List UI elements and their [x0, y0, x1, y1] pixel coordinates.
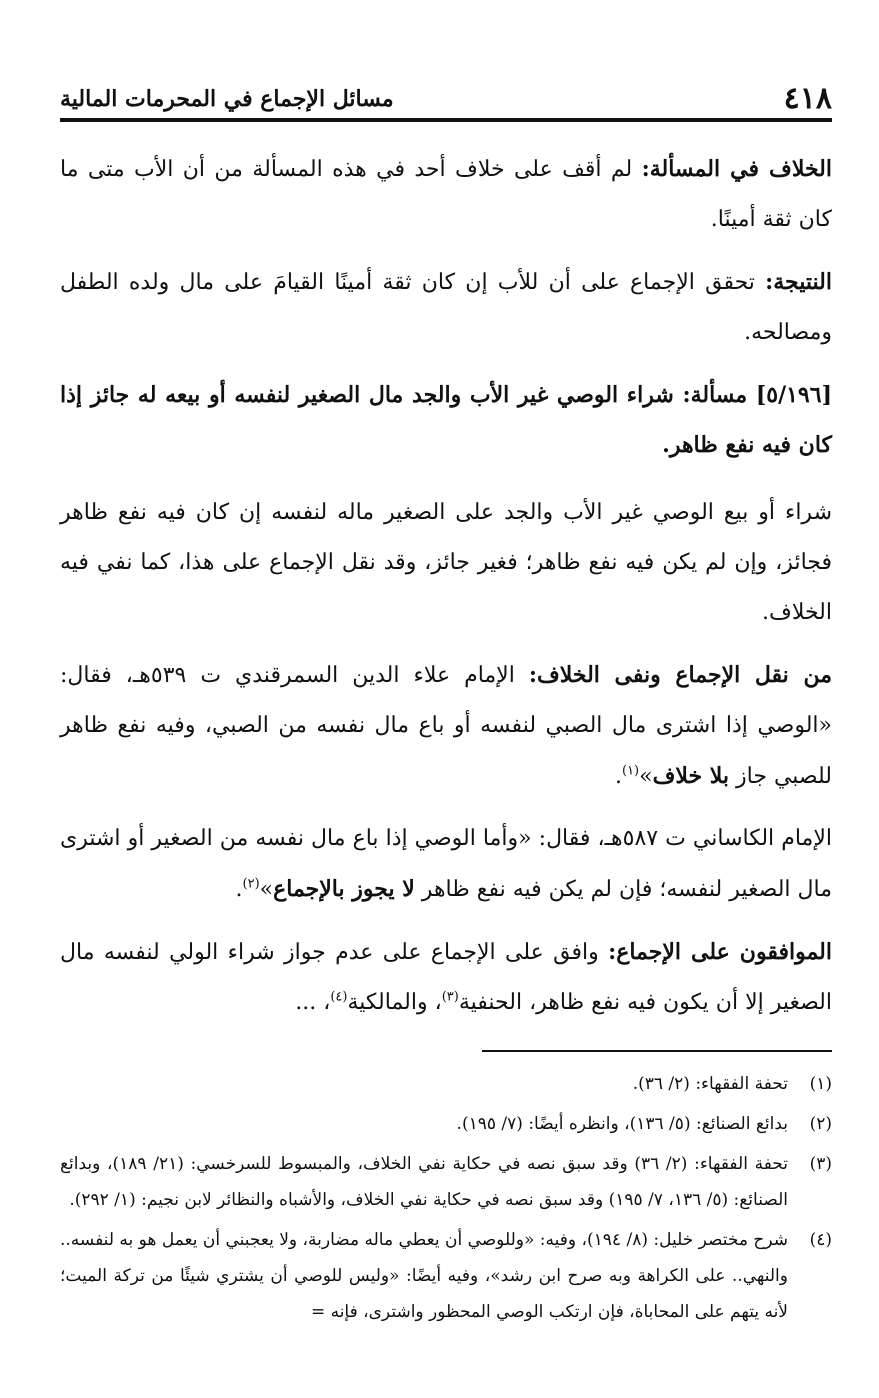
paragraph-dispute: [60, 144, 832, 245]
footnote-ref: (٢): [242, 876, 260, 892]
closing-quote: »: [259, 877, 274, 902]
paragraph-text: ، والمالكية: [347, 990, 442, 1015]
footnote-item: [60, 1222, 832, 1330]
footnote-number: (١): [809, 1074, 832, 1094]
footnote-divider: [482, 1050, 832, 1052]
paragraph-kasani: [60, 814, 832, 915]
footnote-text: بدائع الصنائع: (٥/ ١٣٦)، وانظره أيضًا: (٧/ ١٩٥).: [456, 1114, 788, 1134]
paragraph-text: ، ...: [295, 990, 331, 1015]
paragraph-consensus-transmitters: [60, 650, 832, 802]
footnote-ref: (١): [621, 763, 640, 779]
paragraph-end: .: [235, 877, 243, 902]
footnote-ref: (٣): [441, 989, 459, 1005]
paragraph-end: .: [614, 764, 622, 789]
paragraph-text: الإمام الكاساني ت ٥٨٧هـ، فقال: «وأما الوصي إذا باع مال نفسه من الصغير أو اشترى مال الصغير لنفسه؛ فإن لم يكن فيه نفع ظاهر: [60, 826, 832, 902]
paragraph-text: لم أقف على خلاف أحد في هذه المسألة من أن الأب متى ما كان ثقة أمينًا.: [60, 157, 832, 232]
paragraph-result: [60, 257, 832, 358]
footnote-item: [60, 1066, 832, 1102]
bold-phrase: لا يجوز بالإجماع: [273, 876, 415, 902]
page-header: [60, 70, 832, 122]
closing-quote: »: [639, 764, 653, 789]
footnote-text: تحفة الفقهاء: (٢/ ٣٦).: [632, 1074, 788, 1094]
footnote-ref: (٤): [330, 989, 348, 1005]
issue-heading: [٥/١٩٦] مسألة: شراء الوصي غير الأب والجد مال الصغير لنفسه أو بيعه له جائز إذا كان فيه نفع ظاهر.: [60, 382, 832, 458]
paragraph-lead: من نقل الإجماع ونفى الخلاف:: [528, 662, 832, 688]
footnotes: [60, 1066, 832, 1330]
footnote-number: (٣): [809, 1154, 832, 1174]
page-number: ٤١٨: [783, 81, 832, 116]
paragraph-agreeing-schools: [60, 927, 832, 1028]
paragraph-lead: النتيجة:: [765, 269, 832, 295]
footnote-number: (٤): [809, 1230, 832, 1250]
main-text: [60, 144, 832, 1028]
footnote-number: (٢): [809, 1114, 832, 1134]
paragraph-text: تحقق الإجماع على أن للأب إن كان ثقة أمينًا القيامَ على مال ولده الطفل ومصالحه.: [60, 270, 832, 345]
footnote-item: [60, 1146, 832, 1218]
paragraph-lead: الموافقون على الإجماع:: [608, 939, 832, 965]
running-title: مسائل الإجماع في المحرمات المالية: [60, 86, 394, 112]
paragraph-text: الإمام علاء الدين السمرقندي ت ٥٣٩هـ، فقال: «الوصي إذا اشترى مال الصبي لنفسه أو باع مال نفسه من الصبي، وفيه نفع ظاهر للصبي جاز: [60, 663, 832, 789]
paragraph-text: وافق على الإجماع على عدم جواز شراء الولي لنفسه مال الصغير إلا أن يكون فيه نفع ظاهر، الحنفية: [60, 940, 832, 1015]
footnote-item: [60, 1106, 832, 1142]
footnote-text: تحفة الفقهاء: (٢/ ٣٦) وقد سبق نصه في حكاية نفي الخلاف، والمبسوط للسرخسي: (٢١/ ١٨٩)، وبدائع الصنائع: (٥/ ١٣٦، ٧/ ١٩٥) وقد سبق نصه في حكاية نفي الخلاف، والأشباه والنظائر لابن نجيم: (١/ ٢٩٢).: [60, 1154, 789, 1210]
bold-phrase: بلا خلاف: [652, 763, 730, 789]
paragraph-ruling: شراء أو بيع الوصي غير الأب والجد على الصغير ماله لنفسه إن كان فيه نفع ظاهر فجائز، وإن لم يكن فيه نفع ظاهر؛ فغير جائز، وقد نقل الإجماع على هذا، كما نفي فيه الخلاف.: [60, 500, 832, 625]
paragraph-lead: الخلاف في المسألة:: [641, 156, 832, 182]
book-page: [60, 70, 832, 1334]
footnote-text: شرح مختصر خليل: (٨/ ١٩٤)، وفيه: «وللوصي أن يعطي ماله مضاربة، ولا يعجبني أن يعمل هو به لنفسه.. والنهي.. على الكراهة وبه صرح ابن رشد»، وفيه أيضًا: «وليس للوصي أن يشتري شيئًا من تركة الميت؛ لأنه يتهم على المحاباة، فإن ارتكب الوصي المحظور واشترى، فإنه =: [60, 1230, 788, 1322]
